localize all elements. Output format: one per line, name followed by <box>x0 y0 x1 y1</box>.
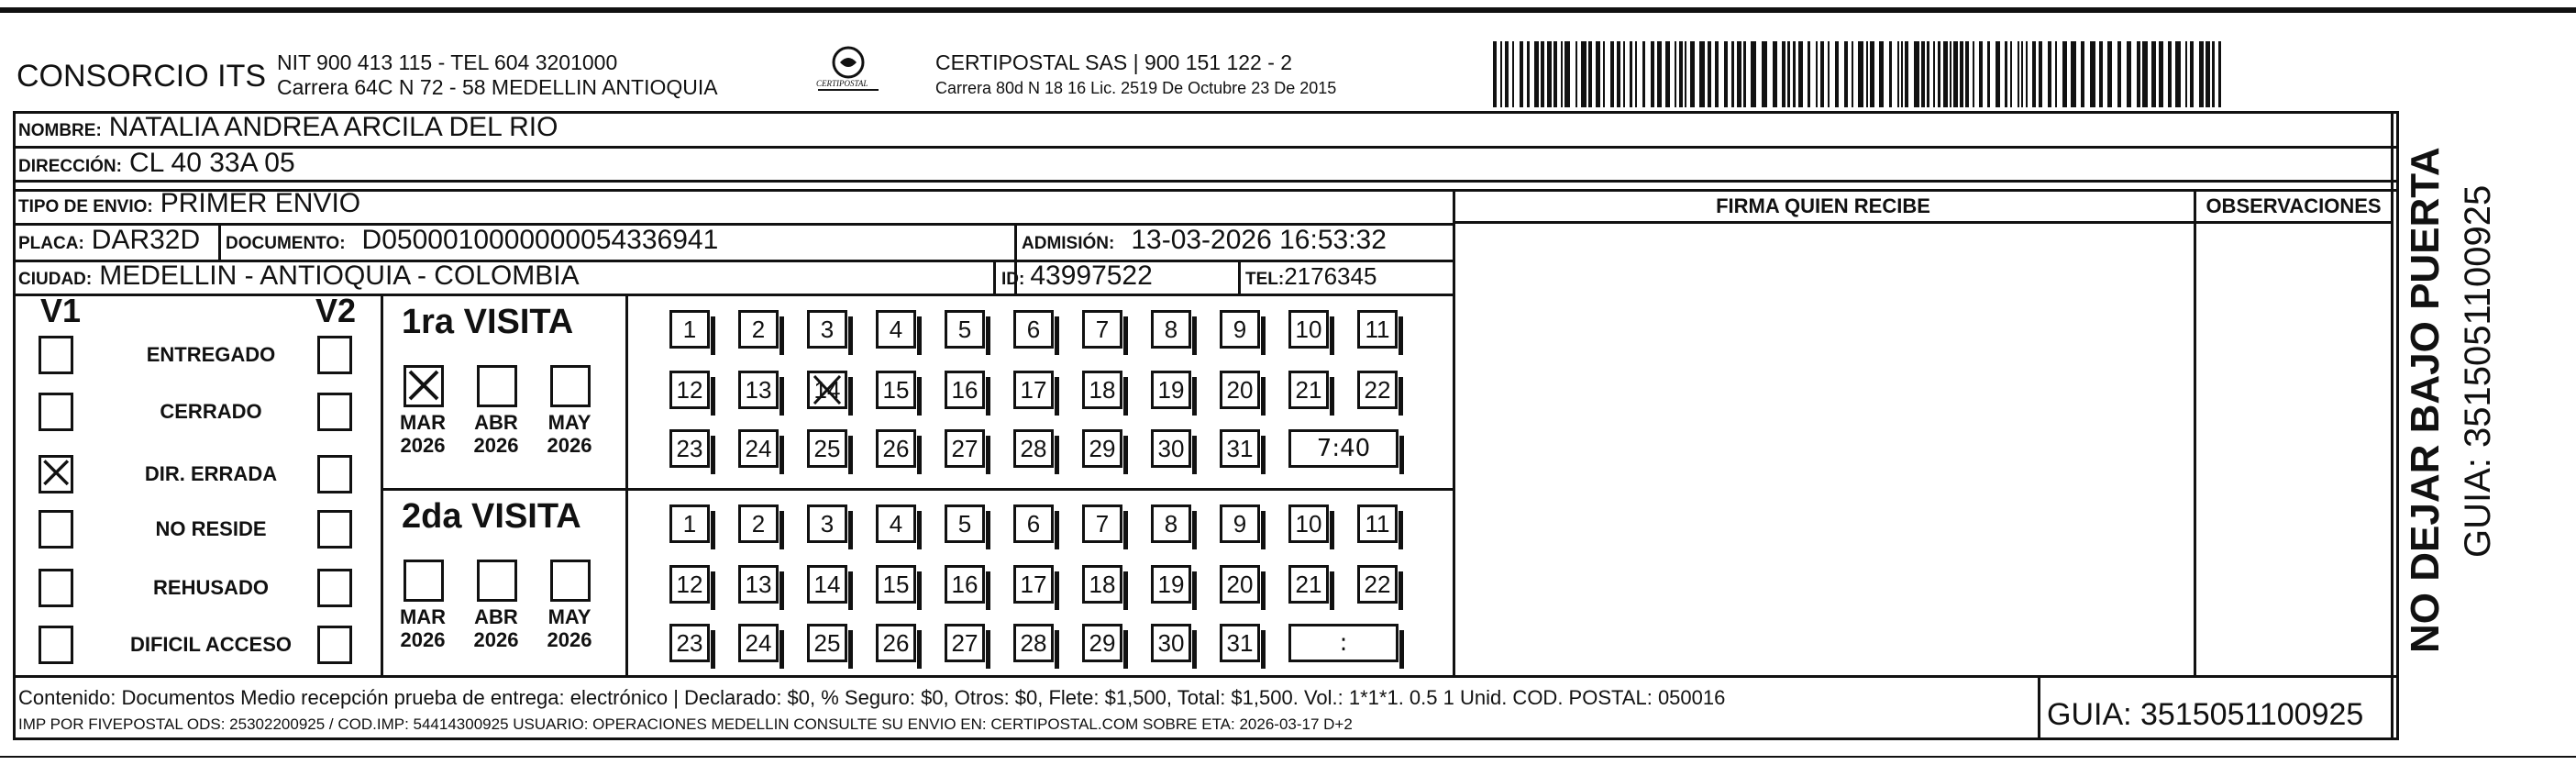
status-label: REHUSADO <box>153 576 269 599</box>
day-box[interactable]: 16 <box>945 371 985 409</box>
tipo-value: PRIMER ENVIO <box>160 188 361 218</box>
firma-label: FIRMA QUIEN RECIBE <box>1716 194 1930 217</box>
month-checkbox[interactable] <box>404 560 444 602</box>
day-box[interactable]: 11 <box>1357 310 1398 349</box>
day-box[interactable]: 26 <box>876 429 916 468</box>
ciudad-value: MEDELLIN - ANTIOQUIA - COLOMBIA <box>99 261 580 291</box>
col-line <box>2038 675 2040 740</box>
col-line <box>2194 189 2196 677</box>
day-box[interactable]: 21 <box>1288 565 1329 604</box>
month-label <box>391 411 455 457</box>
day-box[interactable]: 2 <box>738 310 779 349</box>
month-checkbox[interactable] <box>550 560 591 602</box>
day-box[interactable]: 15 <box>876 565 916 604</box>
row-line <box>13 146 2399 149</box>
company-name: CONSORCIO ITS <box>17 59 267 94</box>
day-box[interactable]: 13 <box>738 371 779 409</box>
col-line <box>218 223 221 260</box>
day-box[interactable]: 14 <box>807 371 847 409</box>
day-box[interactable]: 27 <box>945 429 985 468</box>
month-year: 2026 <box>400 434 446 457</box>
day-box[interactable]: 1 <box>669 310 710 349</box>
status-label: DIFICIL ACCESO <box>129 633 292 656</box>
status-v2-checkbox[interactable] <box>317 393 352 431</box>
day-box[interactable]: 29 <box>1082 429 1122 468</box>
day-box[interactable]: 22 <box>1357 565 1398 604</box>
col-line <box>381 294 383 675</box>
month-checkbox[interactable] <box>477 560 517 602</box>
status-v1-checkbox[interactable] <box>39 393 73 431</box>
day-box[interactable]: 23 <box>669 624 710 662</box>
day-box[interactable]: 24 <box>738 624 779 662</box>
tel-label: TEL: <box>1245 270 1285 289</box>
day-box[interactable]: 4 <box>876 310 916 349</box>
visit-title: 1ra VISITA <box>402 303 574 341</box>
footer-imp: IMP POR FIVEPOSTAL ODS: 25302200925 / COD.IMP: 54414300925 USUARIO: OPERACIONES MEDELLIN CONSULTE SU ENVIO EN: CERTIPOSTAL.COM SOBRE ETA: 2026-03-17 D+2 <box>18 715 1353 733</box>
month-label <box>391 605 455 651</box>
id-label: ID: <box>1001 270 1025 289</box>
admision-row <box>1022 225 1387 256</box>
direccion-label: DIRECCIÓN: <box>18 157 122 176</box>
day-x-mark <box>807 371 847 409</box>
day-box[interactable]: 29 <box>1082 624 1122 662</box>
visit-title: 2da VISITA <box>402 497 581 536</box>
status-v1-checkbox[interactable] <box>39 336 73 374</box>
direccion-value: CL 40 33A 05 <box>128 148 295 178</box>
day-box[interactable]: 31 <box>1220 624 1260 662</box>
company-address: Carrera 64C N 72 - 58 MEDELLIN ANTIOQUIA <box>277 75 718 99</box>
side-guia: GUIA: 3515051100925 <box>2458 184 2498 558</box>
tipo-row <box>18 188 360 219</box>
bottom-line <box>0 756 2576 758</box>
col-line <box>993 260 996 294</box>
month-name: MAR <box>399 411 447 434</box>
day-box[interactable]: 3 <box>807 504 847 543</box>
month-year: 2026 <box>547 628 592 651</box>
day-box[interactable]: 22 <box>1357 371 1398 409</box>
day-box[interactable]: 6 <box>1013 504 1054 543</box>
v1-label: V1 <box>40 292 82 329</box>
tipo-label: TIPO DE ENVIO: <box>18 197 153 216</box>
status-v2-checkbox[interactable] <box>317 455 352 493</box>
day-box[interactable]: 14 <box>807 565 847 604</box>
day-box[interactable]: 2 <box>738 504 779 543</box>
id-row <box>1001 261 1153 292</box>
day-box[interactable]: 4 <box>876 504 916 543</box>
day-box[interactable]: 28 <box>1013 429 1054 468</box>
status-v1-checkbox[interactable] <box>39 455 73 493</box>
month-label <box>464 411 528 457</box>
month-name: ABR <box>474 605 518 628</box>
day-box[interactable]: 5 <box>945 504 985 543</box>
tel-row <box>1245 262 1376 291</box>
month-name: ABR <box>474 411 518 434</box>
documento-label: DOCUMENTO: <box>226 234 346 253</box>
row-line <box>13 189 2399 192</box>
id-value: 43997522 <box>1030 261 1153 291</box>
day-box[interactable]: 5 <box>945 310 985 349</box>
day-box[interactable]: 15 <box>876 371 916 409</box>
side-warning: NO DEJAR BAJO PUERTA <box>2403 147 2448 653</box>
nombre-value: NATALIA ANDREA ARCILA DEL RIO <box>108 112 558 142</box>
day-box[interactable]: 18 <box>1082 371 1122 409</box>
col-line <box>1453 189 1455 677</box>
day-box[interactable]: 24 <box>738 429 779 468</box>
month-name: MAY <box>547 411 591 434</box>
day-box[interactable]: 6 <box>1013 310 1054 349</box>
day-box[interactable]: 27 <box>945 624 985 662</box>
ciudad-row <box>18 261 580 292</box>
status-v2-checkbox[interactable] <box>317 510 352 549</box>
status-label: DIR. ERRADA <box>144 462 278 485</box>
day-box[interactable]: 23 <box>669 429 710 468</box>
day-box[interactable]: 19 <box>1151 371 1191 409</box>
day-box[interactable]: 10 <box>1288 310 1329 349</box>
row-line <box>1453 221 2393 224</box>
day-box[interactable]: 30 <box>1151 429 1191 468</box>
tel-value: 2176345 <box>1284 262 1377 290</box>
day-box[interactable]: 17 <box>1013 565 1054 604</box>
time-box[interactable]: 7:40 <box>1288 429 1399 468</box>
day-box[interactable]: 17 <box>1013 371 1054 409</box>
day-box[interactable]: 30 <box>1151 624 1191 662</box>
status-v2-checkbox[interactable] <box>317 569 352 607</box>
logo-text: CERTIPOSTAL <box>816 79 868 88</box>
month-checkbox[interactable] <box>550 365 591 407</box>
status-label: NO RESIDE <box>155 517 267 540</box>
month-year: 2026 <box>473 434 519 457</box>
top-border <box>0 7 2576 13</box>
status-v1-checkbox[interactable] <box>39 510 73 549</box>
month-year: 2026 <box>473 628 519 651</box>
barcode <box>1493 41 2227 107</box>
month-year: 2026 <box>400 628 446 651</box>
col-line <box>2391 111 2394 740</box>
day-box[interactable]: 3 <box>807 310 847 349</box>
day-box[interactable]: 26 <box>876 624 916 662</box>
day-box[interactable]: 12 <box>669 371 710 409</box>
placa-value: DAR32D <box>91 225 201 255</box>
day-box[interactable]: 21 <box>1288 371 1329 409</box>
month-checkbox[interactable] <box>404 365 444 407</box>
day-box[interactable]: 7 <box>1082 504 1122 543</box>
col-line <box>1238 260 1241 294</box>
status-label: CERRADO <box>160 400 262 423</box>
day-box[interactable]: 9 <box>1220 310 1260 349</box>
row-line <box>13 675 2399 678</box>
day-box[interactable]: 20 <box>1220 565 1260 604</box>
documento-value: D0500010000000054336941 <box>361 225 719 255</box>
carrier-address: Carrera 80d N 18 16 Lic. 2519 De Octubre 23 De 2015 <box>935 79 1337 97</box>
month-name: MAR <box>399 605 447 628</box>
status-v1-checkbox[interactable] <box>39 569 73 607</box>
company-nit: NIT 900 413 115 - TEL 604 3201000 <box>277 50 618 74</box>
day-box[interactable]: 7 <box>1082 310 1122 349</box>
month-label <box>537 605 602 651</box>
row-line <box>13 294 1453 296</box>
day-box[interactable]: 18 <box>1082 565 1122 604</box>
placa-row <box>18 225 200 256</box>
day-box[interactable]: 31 <box>1220 429 1260 468</box>
nombre-label: NOMBRE: <box>18 121 102 140</box>
day-box[interactable]: 25 <box>807 624 847 662</box>
day-box[interactable]: 8 <box>1151 504 1191 543</box>
month-label <box>464 605 528 651</box>
admision-label: ADMISIÓN: <box>1022 234 1115 253</box>
col-line <box>625 294 628 675</box>
status-v2-checkbox[interactable] <box>317 626 352 664</box>
footer-guia: GUIA: 3515051100925 <box>2047 697 2364 732</box>
time-box[interactable]: : <box>1288 624 1399 662</box>
placa-label: PLACA: <box>18 234 84 253</box>
day-box[interactable]: 25 <box>807 429 847 468</box>
carrier-line: CERTIPOSTAL SAS | 900 151 122 - 2 <box>935 50 1293 74</box>
day-box[interactable]: 13 <box>738 565 779 604</box>
status-v2-checkbox[interactable] <box>317 336 352 374</box>
v2-label: V2 <box>315 292 357 329</box>
nombre-row <box>18 112 558 143</box>
observaciones-label: OBSERVACIONES <box>2206 194 2382 217</box>
day-box[interactable]: 10 <box>1288 504 1329 543</box>
row-line <box>381 488 1454 491</box>
day-box[interactable]: 1 <box>669 504 710 543</box>
month-name: MAY <box>547 605 591 628</box>
day-box[interactable]: 19 <box>1151 565 1191 604</box>
month-year: 2026 <box>547 434 592 457</box>
certipostal-logo <box>807 44 890 101</box>
row-line <box>13 180 2399 183</box>
day-box[interactable]: 11 <box>1357 504 1398 543</box>
admision-value: 13-03-2026 16:53:32 <box>1131 225 1387 255</box>
status-v1-checkbox[interactable] <box>39 626 73 664</box>
day-box[interactable]: 12 <box>669 565 710 604</box>
direccion-row <box>18 148 295 179</box>
day-box[interactable]: 8 <box>1151 310 1191 349</box>
status-label: ENTREGADO <box>146 343 276 366</box>
day-box[interactable]: 20 <box>1220 371 1260 409</box>
day-box[interactable]: 9 <box>1220 504 1260 543</box>
day-box[interactable]: 16 <box>945 565 985 604</box>
documento-row <box>226 225 718 256</box>
day-box[interactable]: 28 <box>1013 624 1054 662</box>
month-checkbox[interactable] <box>477 365 517 407</box>
ciudad-label: CIUDAD: <box>18 270 93 289</box>
footer-contenido: Contenido: Documentos Medio recepción prueba de entrega: electrónico | Declarado: $0, % Seguro: $0, Otros: $0, Flete: $1,500, Total: $1,500. Vol.: 1*1*1. 0.5 1 Unid. COD. POSTAL: 050016 <box>18 686 1726 709</box>
month-label <box>537 411 602 457</box>
